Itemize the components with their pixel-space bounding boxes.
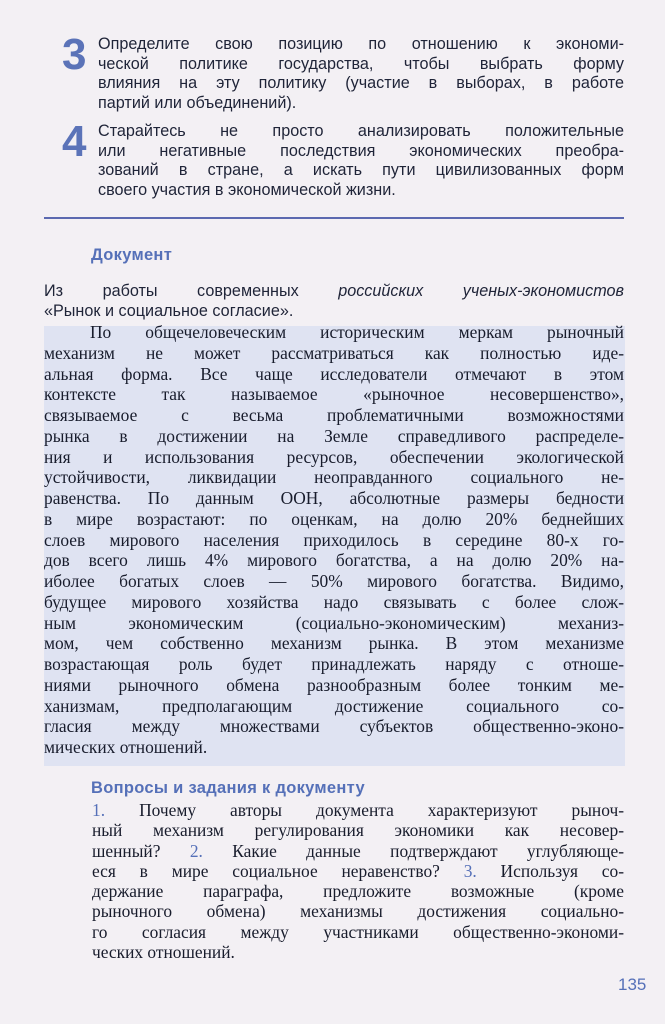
source-title: «Рынок и социальное согласие». — [44, 302, 294, 320]
question-text: Почему авторы документа характеризуют рыноч- — [105, 800, 624, 820]
quote-line: в мире возрастают: по оценкам, на долю 20% беднейших — [44, 508, 624, 529]
quote-line: мических отношений. — [44, 737, 208, 757]
question-text: еся в мире социальное неравенство? — [92, 860, 464, 881]
text-line: зований в стране, а искать пути цивилизованных форм — [98, 161, 624, 180]
text-line: партий или объединений). — [98, 93, 297, 112]
question-line — [92, 901, 624, 921]
quote-line: иболее богатых слоев — 50% мирового богатства. Видимо, — [44, 571, 624, 591]
quote-line: связываемое с весьма проблематичными возможностями — [44, 405, 624, 425]
tip-text — [98, 122, 624, 200]
question-line — [92, 841, 624, 861]
quote-line: контексте так называемое «рыночное несовершенство», — [44, 384, 624, 405]
tip-4 — [62, 117, 624, 200]
quote-line: мом, чем собственно механизм рынка. В этом механизме — [44, 633, 624, 654]
question-line — [92, 942, 624, 962]
question-text: го согласия между участниками общественно-экономи- — [92, 921, 624, 942]
text-line: влияния на эту политику (участие в выборах, в работе — [98, 74, 624, 93]
quote-line: гласия между множествами субъектов общественно-эконо- — [44, 716, 624, 737]
question-text: шенный? — [92, 840, 190, 861]
document-heading: Документ — [91, 246, 173, 264]
text-line: Старайтесь не просто анализировать положительные — [98, 122, 624, 140]
quote-line: будущее мирового хозяйства надо связывать с более слож- — [44, 591, 624, 612]
questions-heading: Вопросы и задания к документу — [91, 779, 365, 797]
question-text: ческих отношений. — [92, 942, 235, 963]
quote-line: дов всего лишь 4% мирового богатства, а на долю 20% на- — [44, 550, 624, 571]
quote-line: ния и использования ресурсов, обеспечении экологической — [44, 446, 624, 467]
quote-line: ханизмам, предполагающим достижение социального со- — [44, 695, 624, 716]
tip-3 — [62, 30, 624, 113]
quote-line: механизм не может рассматриваться как полностью иде- — [44, 342, 624, 363]
text-line: Определите свою позицию по отношению к экономи- — [98, 35, 624, 53]
quote-line: слоев мирового населения приходилось в середине 80-х го- — [44, 529, 624, 550]
question-line — [92, 922, 624, 942]
question-number: 2. — [189, 840, 203, 861]
question-line — [92, 861, 624, 881]
source-authors: российских ученых-экономистов — [338, 282, 624, 300]
quote-line: рынка в достижении на Земле справедливого распределе- — [44, 425, 624, 446]
quote-line: ниями рыночного обмена разнообразным более тонким ме- — [44, 674, 624, 695]
source-line — [44, 281, 624, 301]
question-line — [92, 881, 624, 901]
text-line: или негативные последствия экономических преобра- — [98, 141, 624, 160]
quote-line: альная форма. Все чаще исследователи отмечают в этом — [44, 363, 624, 384]
question-line — [92, 820, 624, 840]
section-divider — [44, 217, 624, 219]
tip-number: 3 — [62, 30, 87, 79]
document-quote — [44, 322, 625, 766]
tip-text — [98, 35, 624, 113]
quote-line: равенства. По данным ООН, абсолютные размеры бедности — [44, 488, 624, 508]
question-text: ный механизм регулирования экономики как несовер- — [92, 820, 624, 841]
quote-line: устойчивости, ликвидации неоправданного социального не- — [44, 467, 624, 488]
source-prefix: Из работы современных — [44, 282, 339, 300]
quote-text — [44, 322, 624, 758]
quote-line: возрастающая роль будет принадлежать наряду с отноше- — [44, 654, 624, 674]
text-line: ческой политике государства, чтобы выбрать форму — [98, 54, 624, 73]
question-text: Используя со- — [476, 860, 624, 881]
question-text: рыночного обмена) механизмы достижения социально- — [92, 901, 624, 922]
question-number: 3. — [463, 860, 477, 881]
text-line: своего участия в экономической жизни. — [98, 180, 396, 199]
questions-text — [92, 800, 624, 962]
question-text: Какие данные подтверждают углубляюще- — [202, 840, 625, 861]
question-number: 1. — [92, 800, 106, 820]
question-line — [92, 800, 624, 820]
question-text: держание параграфа, предложите возможные (кроме — [92, 881, 624, 902]
document-source — [44, 281, 624, 321]
quote-line: По общечеловеческим историческим меркам рыночный — [90, 322, 624, 342]
quote-line: ным экономическим (социально-экономическим) механиз- — [44, 612, 624, 633]
tip-number: 4 — [62, 117, 87, 166]
page-number: 135 — [618, 975, 647, 994]
